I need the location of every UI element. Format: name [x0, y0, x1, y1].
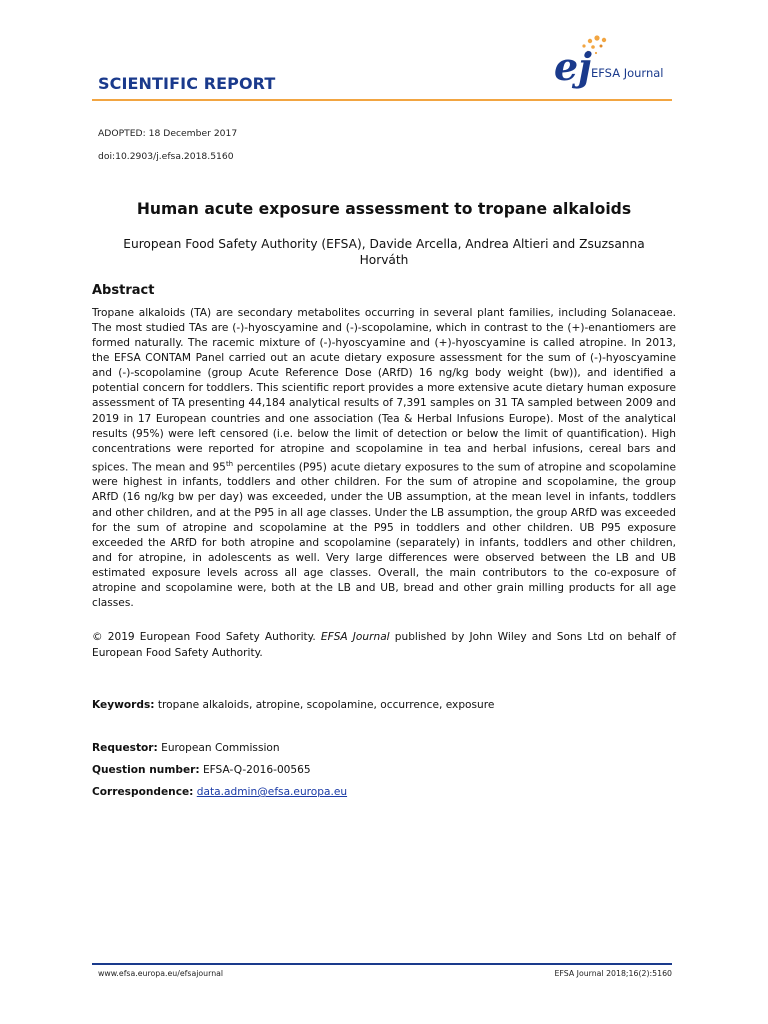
- keywords-label: Keywords:: [92, 699, 155, 711]
- question-number-value: EFSA-Q-2016-00565: [199, 764, 311, 776]
- requestor-line: [92, 742, 280, 754]
- abstract-heading: Abstract: [92, 283, 155, 298]
- authors: European Food Safety Authority (EFSA), Davide Arcella, Andrea Altieri and Zsuzsanna Horváth: [123, 237, 645, 267]
- requestor-label: Requestor:: [92, 742, 158, 754]
- correspondence-label: Correspondence:: [92, 786, 194, 798]
- footer-divider: [92, 963, 672, 965]
- journal-name: EFSA Journal: [591, 66, 664, 80]
- header-divider: [92, 99, 672, 101]
- copyright-text-1: © 2019 European Food Safety Authority.: [92, 631, 321, 643]
- adopted-date: ADOPTED: 18 December 2017: [98, 128, 238, 139]
- copyright-text-2: published by John Wiley and Sons Ltd on behalf of European Food Safety Authority.: [92, 631, 676, 659]
- footer-url: www.efsa.europa.eu/efsajournal: [98, 969, 224, 978]
- question-number-line: [92, 764, 311, 776]
- footer-citation: EFSA Journal 2018;16(2):5160: [554, 969, 672, 978]
- correspondence-line: [92, 786, 347, 798]
- keywords-line: [92, 699, 494, 711]
- correspondence-email-link[interactable]: data.admin@efsa.europa.eu: [196, 786, 348, 798]
- abstract-body: [92, 306, 676, 611]
- keywords-value: tropane alkaloids, atropine, scopolamine, occurrence, exposure: [154, 699, 495, 711]
- question-number-label: Question number:: [92, 764, 200, 776]
- copyright-notice: [92, 630, 676, 661]
- paper-title: Human acute exposure assessment to tropane alkaloids: [136, 200, 632, 218]
- abstract-text-part-1: Tropane alkaloids (TA) are secondary metabolites occurring in several plant families, including Solanaceae. The most studied TAs are (-)-hyoscyamine and (-)-scopolamine, which in contrast to the (+)-enantiomers are formed naturally. The racemic mixture of (-)-hyoscyamine and (+)-hyoscyamine is called atropine. In 2013, the EFSA CONTAM Panel carried out an acute dietary exposure assessment for the sum of (-)-hyoscyamine and (-)-scopolamine (group Acute Reference Dose (ARfD) 16 ng/kg body weight (bw)), and identified a potential concern for toddlers. This scientific report provides a more extensive acute dietary human exposure assessment of TA presenting 44,184 analytical results of 7,391 samples on 31 TA sampled between 2009 and 2019 in 17 European countries and one association (Tea & Herbal Infusions Europe). Most of the analytical results (95%) were left censored (i.e. below the limit of detection or below the limit of quantification). High concentrations were reported for atropine and scopolamine in tea and herbal infusions, cereal bars and spices. The mean and 95: [92, 307, 676, 474]
- report-type-heading: SCIENTIFIC REPORT: [98, 74, 276, 93]
- logo-mark: ej: [554, 44, 592, 89]
- abstract-text-part-2: percentiles (P95) acute dietary exposures to the sum of atropine and scopolamine were highest in infants, toddlers and other children. For the sum of atropine and scopolamine, the group ARfD (16 ng/kg bw per day) was exceeded, under the UB assumption, at the mean level in infants, toddlers and other children, and at the P95 in all age classes. Under the LB assumption, the group ARfD was exceeded for the sum of atropine and scopolamine at the P95 in toddlers and other children. UB P95 exposure exceeded the ARfD for both atropine and scopolamine (separately) in infants, toddlers and other children, and for atropine, in adolescents as well. Very large differences were observed between the LB and UB estimated exposure levels across all age classes. Overall, the main contributors to the co-exposure of atropine and scopolamine were, both at the LB and UB, bread and other grain milling products for all age classes.: [92, 461, 676, 610]
- abstract-superscript: th: [225, 459, 234, 468]
- doi: doi:10.2903/j.efsa.2018.5160: [98, 151, 234, 162]
- requestor-value: European Commission: [157, 742, 280, 754]
- copyright-journal: EFSA Journal: [320, 631, 390, 643]
